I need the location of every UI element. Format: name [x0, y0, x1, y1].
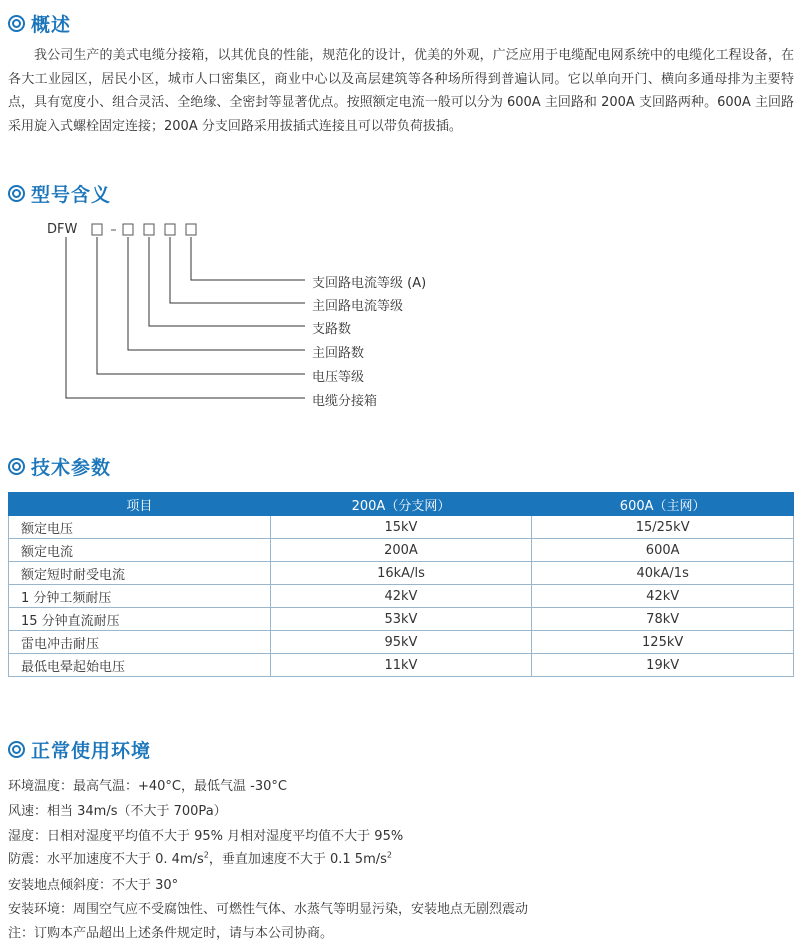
legend-branch-current: 支回路电流等级 (A) — [312, 276, 427, 291]
model-prefix: DFW — [47, 222, 78, 237]
exponent: 2 — [203, 850, 209, 860]
code-box-main-current — [165, 224, 175, 235]
env-tilt: 安装地点倾斜度：不大于 30° — [8, 878, 179, 893]
bullet-circle-icon — [8, 458, 25, 475]
table-row — [9, 516, 794, 539]
row-value-200a: 16kA/ls — [270, 562, 532, 585]
header-item: 项目 — [9, 493, 271, 516]
table-row — [9, 654, 794, 677]
legend-main-current: 主回路电流等级 — [312, 299, 404, 314]
row-label: 额定电压 — [9, 516, 271, 539]
row-value-600a: 19kV — [532, 654, 794, 677]
row-label: 最低电晕起始电压 — [9, 654, 271, 677]
env-seismic-vertical: ，垂直加速度不大于 0.1 5m/s — [208, 852, 387, 867]
tech-title-text: 技术参数 — [31, 457, 112, 479]
model-title-text: 型号含义 — [31, 184, 112, 206]
env-seismic — [8, 848, 392, 867]
code-box-voltage — [92, 224, 102, 235]
row-label: 15 分钟直流耐压 — [9, 608, 271, 631]
row-value-200a: 42kV — [270, 585, 532, 608]
env-site: 安装环境：周围空气应不受腐蚀性、可燃性气体、水蒸气等明显污染，安装地点无剧烈震动 — [8, 902, 529, 917]
row-value-200a: 11kV — [270, 654, 532, 677]
table-row — [9, 539, 794, 562]
env-temperature: 环境温度：最高气温：+40°C，最低气温 -30°C — [8, 779, 287, 794]
bullet-circle-icon — [8, 15, 25, 32]
legend-box: 电缆分接箱 — [312, 394, 378, 409]
row-label: 1 分钟工频耐压 — [9, 585, 271, 608]
env-note: 注：订购本产品超出上述条件规定时，请与本公司协商。 — [8, 926, 334, 941]
row-value-200a: 200A — [270, 539, 532, 562]
header-600a: 600A（主网） — [532, 493, 794, 516]
table-header-row — [9, 493, 794, 516]
tech-params-table — [8, 492, 794, 677]
row-value-200a: 15kV — [270, 516, 532, 539]
legend-main-count: 主回路数 — [312, 346, 365, 361]
leader-line-3 — [149, 237, 305, 326]
leader-line-2 — [170, 237, 305, 303]
env-wind: 风速：相当 34m/s（不大于 700Pa） — [8, 804, 227, 819]
overview-paragraph: 我公司生产的美式电缆分接箱，以其优良的性能，规范化的设计，优美的外观，广泛应用于电缆配电网系统中的电缆化工程设备，在各大工业园区，居民小区，城市人口密集区，商业中心以及高层建筑等各种场所得到普遍认同。它以单向开门、横向多通母排为主要特点，具有宽度小、组合灵活、全绝缘、全密封等显著优点。按照额定电流一般可以分为 600A 主回路和 200A 支回路两种。600A 主回路采用旋入式螺栓固定连接；200A 分支回路采用拔插式连接且可以带负荷拔插。 — [8, 48, 794, 134]
header-200a: 200A（分支网） — [270, 493, 532, 516]
row-label: 雷电冲击耐压 — [9, 631, 271, 654]
tech-title — [8, 453, 111, 480]
legend-voltage: 电压等级 — [312, 370, 365, 385]
table-row — [9, 562, 794, 585]
leader-line-1 — [191, 237, 305, 280]
leader-line-4 — [128, 237, 305, 350]
table-row — [9, 585, 794, 608]
row-label: 额定短时耐受电流 — [9, 562, 271, 585]
row-value-600a: 40kA/1s — [532, 562, 794, 585]
environment-title-text: 正常使用环境 — [31, 740, 152, 762]
row-label: 额定电流 — [9, 539, 271, 562]
table-row — [9, 631, 794, 654]
bullet-circle-icon — [8, 185, 25, 202]
row-value-600a: 600A — [532, 539, 794, 562]
model-title — [8, 180, 111, 207]
row-value-600a: 125kV — [532, 631, 794, 654]
environment-title — [8, 736, 151, 763]
code-box-branches — [144, 224, 154, 235]
code-box-main-circuits — [123, 224, 133, 235]
exponent: 2 — [386, 850, 392, 860]
model-code-diagram — [0, 215, 800, 415]
row-value-600a: 78kV — [532, 608, 794, 631]
env-humidity: 湿度：日相对湿度平均值不大于 95% 月相对湿度平均值不大于 95% — [8, 829, 404, 844]
table-row — [9, 608, 794, 631]
row-value-200a: 53kV — [270, 608, 532, 631]
code-box-branch-current — [186, 224, 196, 235]
overview-title — [8, 10, 71, 37]
legend-branch-count: 支路数 — [312, 322, 352, 337]
row-value-600a: 42kV — [532, 585, 794, 608]
bullet-circle-icon — [8, 741, 25, 758]
overview-title-text: 概述 — [31, 14, 72, 36]
row-value-200a: 95kV — [270, 631, 532, 654]
env-seismic-horizontal: 防震：水平加速度不大于 0. 4m/s — [8, 852, 204, 867]
row-value-600a: 15/25kV — [532, 516, 794, 539]
